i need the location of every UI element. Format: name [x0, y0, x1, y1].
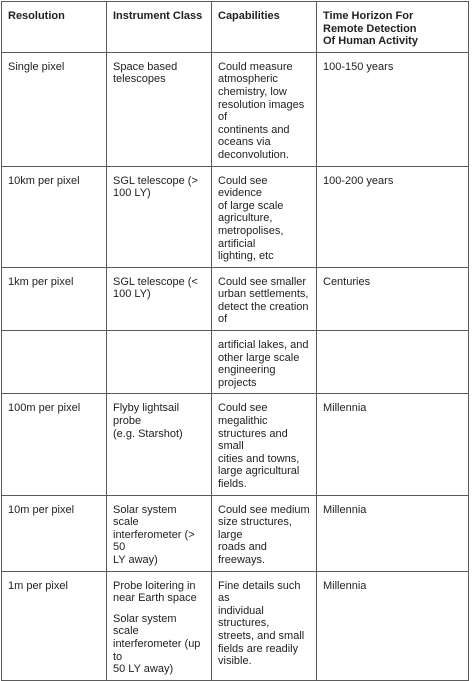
cell-instrument: Flyby lightsail probe (e.g. Starshot)	[107, 394, 212, 495]
cell-resolution: 10km per pixel	[2, 166, 107, 267]
cell-instrument	[107, 331, 212, 394]
cell-instrument: Solar system scale interferometer (> 50 LY away)	[107, 495, 212, 571]
cell-resolution: 1m per pixel	[2, 571, 107, 680]
cell-instrument: Probe loitering in near Earth space Solar system scale interferometer (up to 50 LY away)	[107, 571, 212, 680]
cell-resolution: Single pixel	[2, 52, 107, 166]
cell-instrument: SGL telescope (> 100 LY)	[107, 166, 212, 267]
cell-time-horizon: Centuries	[317, 267, 469, 330]
table-row	[2, 166, 469, 267]
cell-time-horizon: 100-200 years	[317, 166, 469, 267]
table-row	[2, 52, 469, 166]
header-resolution: Resolution	[2, 2, 107, 53]
cell-time-horizon: 100-150 years	[317, 52, 469, 166]
cell-capabilities: Could measure atmospheric chemistry, low resolution images of continents and oceans via deconvolution.	[212, 52, 317, 166]
cell-time-horizon: Millennia	[317, 495, 469, 571]
cell-capabilities: Fine details such as individual structures, streets, and small fields are readily visible.	[212, 571, 317, 680]
header-instrument-class: Instrument Class	[107, 2, 212, 53]
cell-time-horizon	[317, 331, 469, 394]
table-row	[2, 394, 469, 495]
cell-capabilities: Could see medium size structures, large roads and freeways.	[212, 495, 317, 571]
table-row	[2, 267, 469, 330]
table-row	[2, 571, 469, 680]
cell-instrument: SGL telescope (< 100 LY)	[107, 267, 212, 330]
cell-resolution: 100m per pixel	[2, 394, 107, 495]
cell-capabilities: Could see smaller urban settlements, detect the creation of	[212, 267, 317, 330]
cell-resolution: 1km per pixel	[2, 267, 107, 330]
cell-capabilities: Could see megalithic structures and small cities and towns, large agricultural fields.	[212, 394, 317, 495]
header-time-horizon: Time Horizon For Remote Detection Of Human Activity	[317, 2, 469, 53]
header-capabilities: Capabilities	[212, 2, 317, 53]
cell-resolution	[2, 331, 107, 394]
table-row	[2, 495, 469, 571]
cell-time-horizon: Millennia	[317, 394, 469, 495]
cell-instrument: Space based telescopes	[107, 52, 212, 166]
cell-capabilities: Could see evidence of large scale agriculture, metropolises, artificial lighting, etc	[212, 166, 317, 267]
table-row	[2, 331, 469, 394]
capabilities-table	[1, 1, 469, 681]
cell-time-horizon: Millennia	[317, 571, 469, 680]
cell-resolution: 10m per pixel	[2, 495, 107, 571]
cell-capabilities: artificial lakes, and other large scale engineering projects	[212, 331, 317, 394]
table-header-row	[2, 2, 469, 53]
